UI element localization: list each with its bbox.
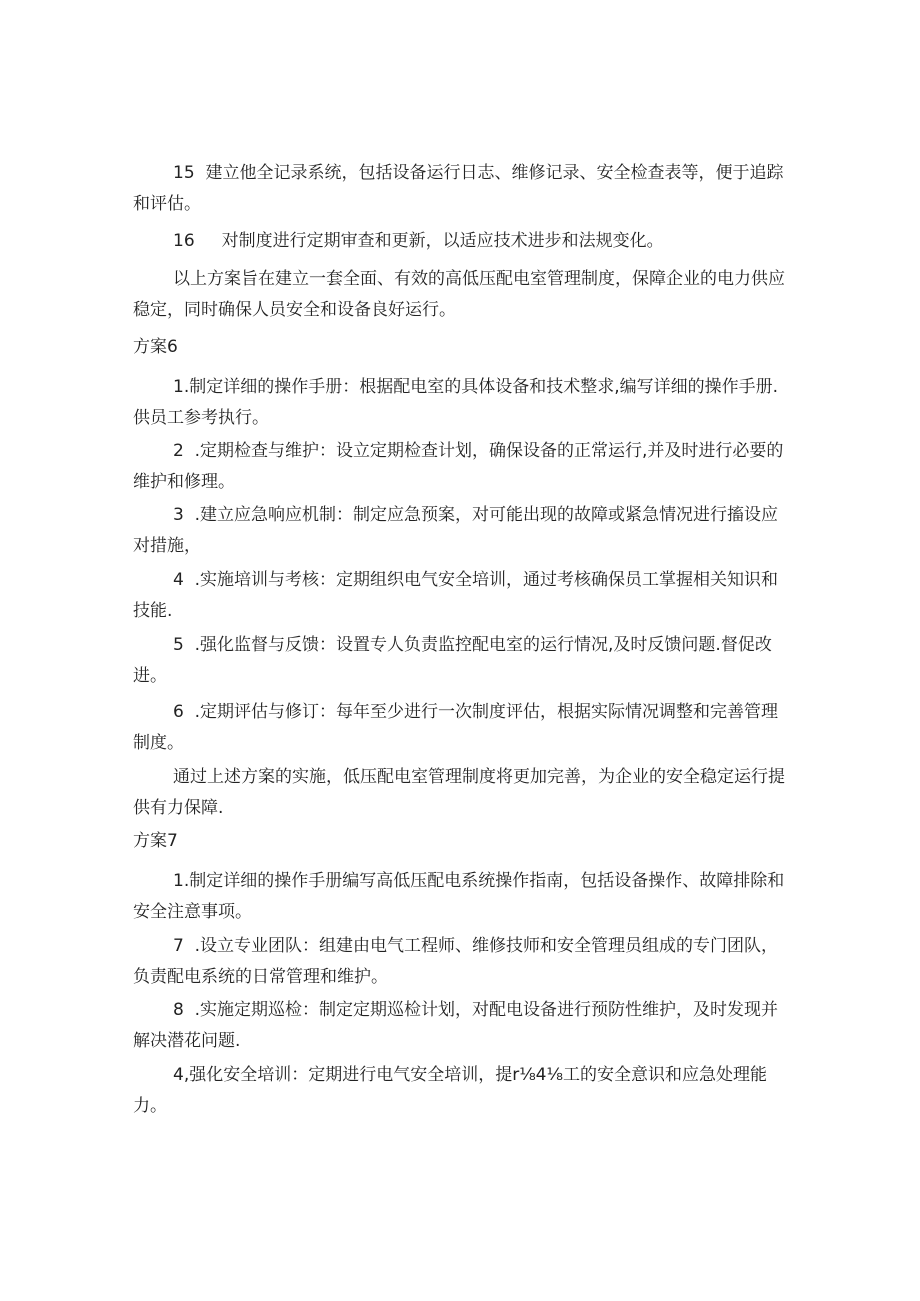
plan7-item-1: 1.制定详细的操作手册编写高低压配电系统操作指南，包括设备操作、故障排除和安全注意事项。 (133, 871, 785, 922)
plan6-item-6: 6 .定期评估与修订：每年至少进行一次制度评估，根据实际情况调整和完善管理制度。 (133, 702, 779, 753)
plan7-item-4: 4,强化安全培训：定期进行电气安全培训，提r⅛4⅛工的安全意识和应急处理能力。 (133, 1065, 767, 1116)
plan6-item-3: 3 .建立应急响应机制：制定应急预案，对可能出现的故障或紧急情况进行搐设应对措施， (133, 505, 779, 556)
paragraph-item-15: 15 建立他全记录系统，包括设备运行日志、维修记录、安全检查表等，便于追踪和评估。 (133, 163, 784, 214)
summary-paragraph: 以上方案旨在建立一套全面、有效的高低压配电室管理制度，保障企业的电力供应稳定，同时确保人员安全和设备良好运行。 (133, 269, 785, 320)
plan6-item-5: 5 .强化监督与反馈：设置专人负责监控配电室的运行情况,及时反馈问题.督促改进。 (133, 635, 772, 686)
summary-paragraph-2: 通过上述方案的实施，低压配电室管理制度将更加完善，为企业的安全稳定运行提供有力保障. (133, 767, 785, 818)
plan6-item-4: 4 .实施培训与考核：定期组织电气安全培训，通过考核确保员工掌握相关知识和技能. (133, 570, 779, 621)
plan6-item-1: 1.制定详细的操作手册：根据配电室的具体设备和技术整求,编写详细的操作手册.供员工参考执行。 (133, 377, 779, 428)
plan6-item-2: 2 .定期检查与维护：设立定期检查计划，确保设备的正常运行,并及时进行必要的维护和修理。 (133, 441, 784, 492)
section-heading-7: 方案7 (133, 831, 178, 851)
plan7-item-3: 8 .实施定期巡检：制定定期巡检计划，对配电设备进行预防性维护，及时发现并解决潜花问题. (133, 1000, 779, 1051)
plan7-item-2: 7 .设立专业团队：组建由电气工程师、维修技师和安全管理员组成的专门团队，负责配电系统的日常管理和维护。 (133, 936, 779, 987)
paragraph-item-16: 16 对制度进行定期审查和更新，以适应技术进步和法规变化。 (173, 231, 664, 251)
section-heading-6: 方案6 (133, 337, 178, 357)
